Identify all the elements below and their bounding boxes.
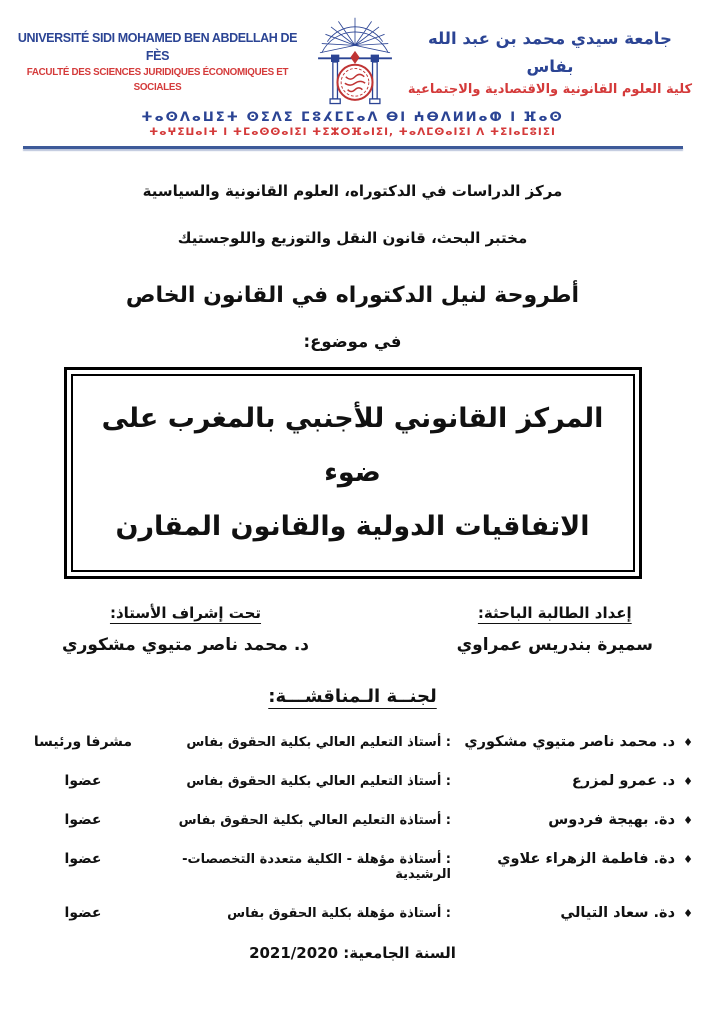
committee-row <box>18 773 693 789</box>
faculty-name-arabic: كلية العلوم القانونية والاقتصادية والاجتماعية <box>407 81 693 97</box>
thesis-title-line2: الاتفاقيات الدولية والقانون المقارن <box>115 511 590 543</box>
thesis-title-line1: المركز القانوني للأجنبي بالمغرب على ضوء <box>101 403 604 489</box>
thesis-degree-line: أطروحة لنيل الدكتوراه في القانون الخاص <box>125 283 580 309</box>
student-label: إعداد الطالبة الباحثة: <box>477 604 632 623</box>
member-name: د. عمرو لمزرع <box>571 773 676 790</box>
committee-row <box>18 734 693 750</box>
member-role: مشرفا ورئيسا <box>33 734 133 751</box>
diamond-bullet-icon: ♦ <box>683 736 693 750</box>
header-french-block <box>10 29 305 96</box>
member-name: د. محمد ناصر متيوي مشكوري <box>464 734 676 751</box>
member-role: عضوا <box>64 851 102 868</box>
diamond-bullet-icon: ♦ <box>683 907 693 921</box>
member-role: عضوا <box>64 773 102 790</box>
header-tifinagh-block <box>0 110 705 139</box>
diamond-bullet-icon: ♦ <box>683 814 693 828</box>
university-name-french: UNIVERSITÉ SIDI MOHAMED BEN ABDELLAH DE FÈS <box>17 30 298 64</box>
student-name: سميرة بندريس عمراوي <box>456 635 653 656</box>
member-description: : أستاذ التعليم العالي بكلية الحقوق بفاس <box>186 735 451 751</box>
member-name: دة. سعاد التيالي <box>560 905 676 922</box>
member-description: : أستاذة مؤهلة - الكلية متعددة التخصصات- الرشيدية <box>182 852 451 883</box>
research-lab-line: مختبر البحث، قانون النقل والتوزيع واللوجستيك <box>177 229 528 248</box>
member-name: دة. فاطمة الزهراء علاوي <box>497 851 676 868</box>
member-role: عضوا <box>64 905 102 922</box>
student-column <box>457 604 653 655</box>
committee-row <box>18 812 693 828</box>
member-description: : أستاذة التعليم العالي بكلية الحقوق بفاس <box>178 813 451 829</box>
committee-row <box>18 851 693 882</box>
header-arabic-block <box>405 25 695 99</box>
intro-section <box>0 182 705 351</box>
persons-section <box>0 604 705 655</box>
committee-list <box>0 734 705 921</box>
university-emblem-icon <box>307 14 403 110</box>
university-logo-icon <box>305 14 405 110</box>
subject-label: في موضوع: <box>303 332 402 352</box>
member-role: عضوا <box>64 812 102 829</box>
doctoral-center-line: مركز الدراسات في الدكتوراه، العلوم القانونية والسياسية <box>142 182 563 201</box>
faculty-name-tifinagh: ⵜⴰⵖⵉⵡⴰⵏⵜ ⵏ ⵜⵎⴰⵙⵙⴰⵏⵉⵏ ⵜⵉⵣⵔⴼⴰⵏⵉⵏ, ⵜⴰⴷⵎⵙⴰⵏⵉⵏ ⴷ ⵜⵉⵏⴰⵎⵓⵏⵉⵏ <box>149 126 556 139</box>
member-description: : أستاذ التعليم العالي بكلية الحقوق بفاس <box>186 774 451 790</box>
header-divider <box>23 146 683 149</box>
supervisor-label: تحت إشراف الأستاذ: <box>109 604 262 623</box>
thesis-title-box <box>64 367 642 579</box>
page-header <box>0 14 705 110</box>
university-name-arabic: جامعة سيدي محمد بن عبد الله بفاس <box>428 28 672 76</box>
supervisor-column <box>62 604 309 655</box>
committee-heading: لجنــة الـمناقشـــة: <box>268 686 437 708</box>
member-description: : أستاذة مؤهلة بكلية الحقوق بفاس <box>227 906 451 922</box>
member-name: دة. بهيجة فردوس <box>548 812 676 829</box>
academic-year: السنة الجامعية: 2021/2020 <box>249 944 456 963</box>
diamond-bullet-icon: ♦ <box>683 853 693 867</box>
thesis-title-inner <box>71 374 635 572</box>
university-name-tifinagh: ⵜⴰⵙⴷⴰⵡⵉⵜ ⵙⵉⴷⵉ ⵎⵓⵃⵎⵎⴰⴷ ⴱⵏ ⵄⴱⴷⵍⵍⴰⵀ ⵏ ⴼⴰⵙ <box>141 110 564 125</box>
diamond-bullet-icon: ♦ <box>683 775 693 789</box>
supervisor-name: د. محمد ناصر متيوي مشكوري <box>62 635 309 656</box>
faculty-name-french: FACULTÉ DES SCIENCES JURIDIQUES ÉCONOMIQUES ET SOCIALES <box>26 67 289 93</box>
committee-row <box>18 905 693 921</box>
